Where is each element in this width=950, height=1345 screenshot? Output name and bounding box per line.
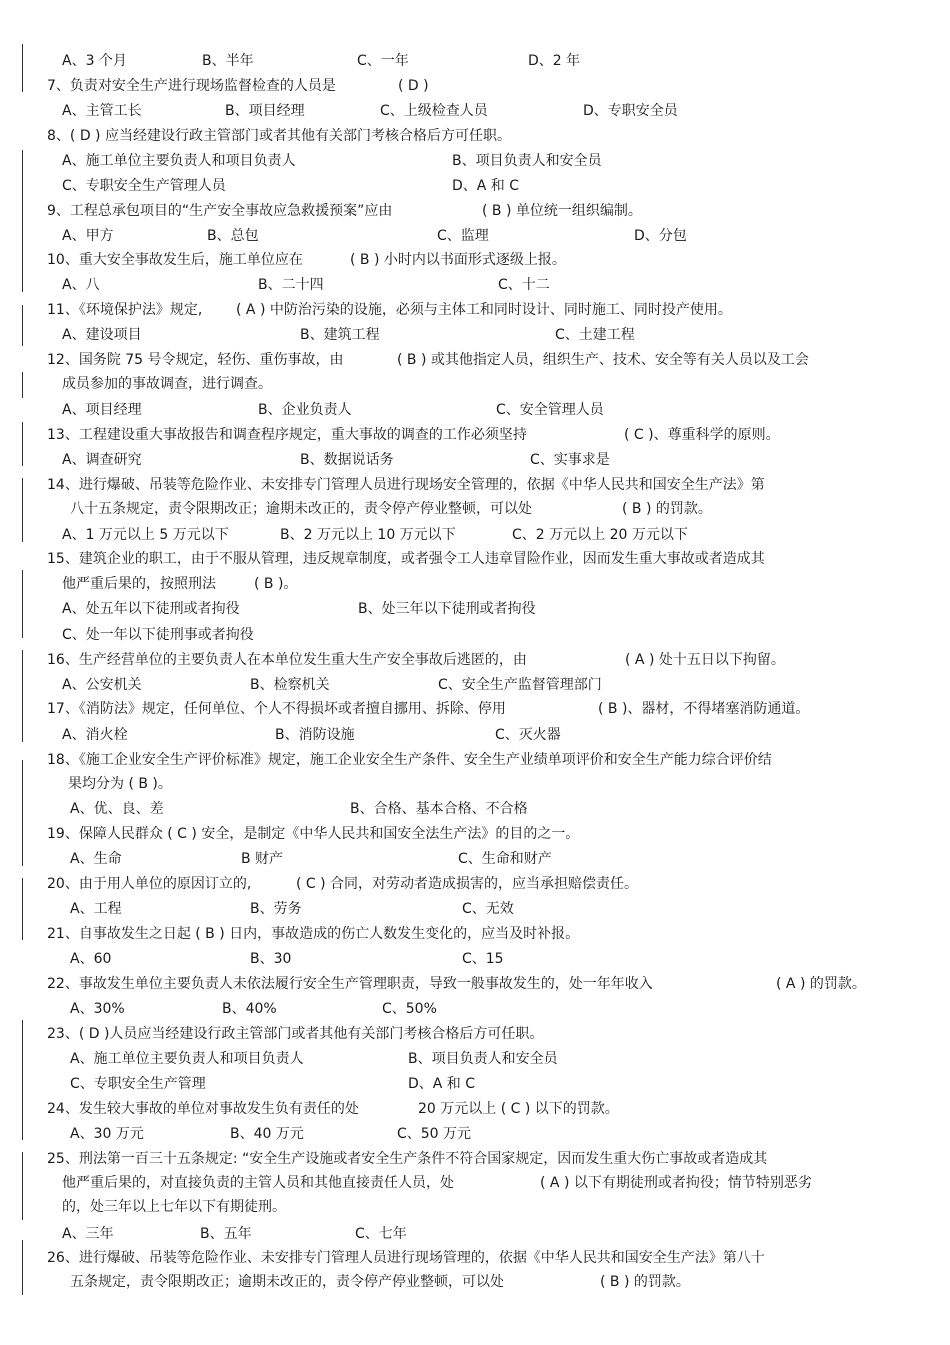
text-segment: B、处三年以下徒刑或者拘役 bbox=[358, 601, 536, 617]
margin-rule bbox=[22, 150, 23, 292]
text-segment: A、施工单位主要负责人和项目负责人 bbox=[70, 1051, 304, 1067]
margin-rule bbox=[22, 650, 23, 742]
text-segment: 他严重后果的，对直接负责的主管人员和其他直接责任人员，处 bbox=[62, 1175, 454, 1191]
text-segment: ( B ) 或其他指定人员，组织生产、技术、安全等有关人员以及工会 bbox=[397, 352, 809, 368]
text-segment: ( A ) 以下有期徒刑或者拘役；情节特别恶劣 bbox=[540, 1175, 812, 1191]
text-segment: C、监理 bbox=[437, 228, 489, 244]
text-segment: B、建筑工程 bbox=[300, 327, 380, 343]
text-segment: B、企业负责人 bbox=[258, 402, 352, 418]
text-segment: 18、《施工企业安全生产评价标准》规定，施工企业安全生产条件、安全生产业绩单项评价和安全生产能力综合评价结 bbox=[47, 752, 772, 768]
text-segment: 12、国务院 75 号令规定，轻伤、重伤事故，由 bbox=[47, 352, 344, 368]
margin-rule bbox=[22, 1020, 23, 1140]
text-segment: C、七年 bbox=[355, 1226, 407, 1242]
text-segment: 8、( D ) 应当经建设行政主管部门或者其他有关部门考核合格后方可任职。 bbox=[47, 128, 511, 144]
text-segment: C、15 bbox=[462, 951, 504, 967]
text-segment: 15、建筑企业的职工，由于不服从管理，违反规章制度，或者强令工人违章冒险作业，因而发生重大事故或者造成其 bbox=[47, 551, 765, 567]
text-segment: ( B ) 小时内以书面形式逐级上报。 bbox=[350, 252, 566, 268]
text-segment: ( A ) 处十五日以下拘留。 bbox=[625, 652, 785, 668]
text-segment: A、1 万元以上 5 万元以下 bbox=[62, 527, 229, 543]
text-segment: B、项目负责人和安全员 bbox=[452, 153, 602, 169]
text-segment: A、60 bbox=[70, 951, 112, 967]
text-segment: D、专职安全员 bbox=[583, 103, 678, 119]
text-segment: A、处五年以下徒刑或者拘役 bbox=[62, 601, 240, 617]
text-segment: A、项目经理 bbox=[62, 402, 142, 418]
text-segment: 八十五条规定，责令限期改正；逾期未改正的，责令停产停业整顿，可以处 bbox=[70, 501, 532, 517]
text-segment: 11、《环境保护法》规定, bbox=[47, 302, 203, 318]
text-segment: 7、负责对安全生产进行现场监督检查的人员是 bbox=[47, 78, 336, 94]
text-segment: ( A ) 的罚款。 bbox=[776, 976, 866, 992]
text-segment: C、2 万元以上 20 万元以下 bbox=[512, 527, 688, 543]
text-segment: C、安全生产监督管理部门 bbox=[438, 677, 602, 693]
text-segment: 五条规定，责令限期改正；逾期未改正的，责令停产停业整顿，可以处 bbox=[70, 1274, 504, 1290]
text-segment: A、八 bbox=[62, 277, 100, 293]
margin-rule bbox=[22, 478, 23, 542]
text-segment: 他严重后果的，按照刑法 bbox=[62, 576, 216, 592]
text-segment: A、生命 bbox=[70, 851, 122, 867]
text-segment: B、合格、基本合格、不合格 bbox=[350, 801, 528, 817]
text-segment: 14、进行爆破、吊装等危险作业、未安排专门管理人员进行现场安全管理的，依据《中华人民共和国安全生产法》第 bbox=[47, 477, 765, 493]
text-segment: 13、工程建设重大事故报告和调查程序规定，重大事故的调查的工作必须坚持 bbox=[47, 427, 527, 443]
text-segment: C、无效 bbox=[462, 901, 514, 917]
text-segment: 20 万元以上 ( C ) 以下的罚款。 bbox=[418, 1101, 619, 1117]
text-segment: 21、自事故发生之日起 ( B ) 日内，事故造成的伤亡人数发生变化的，应当及时补报。 bbox=[47, 926, 580, 942]
margin-rule bbox=[22, 878, 23, 940]
text-segment: C、50 万元 bbox=[397, 1126, 472, 1142]
text-segment: A、三年 bbox=[62, 1226, 114, 1242]
text-segment: C、土建工程 bbox=[555, 327, 635, 343]
text-segment: A、建设项目 bbox=[62, 327, 142, 343]
margin-rule bbox=[22, 570, 23, 638]
margin-rule bbox=[22, 422, 23, 466]
text-segment: B、消防设施 bbox=[275, 727, 355, 743]
text-segment: A、调查研究 bbox=[62, 452, 142, 468]
margin-rule bbox=[22, 372, 23, 398]
text-segment: A、3 个月 bbox=[62, 53, 127, 69]
text-segment: 26、进行爆破、吊装等危险作业、未安排专门管理人员进行现场管理的，依据《中华人民共和国安全生产法》第八十 bbox=[47, 1250, 765, 1266]
text-segment: ( B ) 单位统一组织编制。 bbox=[482, 203, 642, 219]
text-segment: C、50% bbox=[382, 1001, 437, 1017]
text-segment: C、实事求是 bbox=[530, 452, 610, 468]
text-segment: B、检察机关 bbox=[250, 677, 330, 693]
text-segment: D、A 和 C bbox=[452, 178, 520, 194]
text-segment: ( C )、尊重科学的原则。 bbox=[624, 427, 780, 443]
text-segment: ( B )。 bbox=[254, 576, 298, 592]
text-segment: B、劳务 bbox=[250, 901, 302, 917]
text-segment: 23、( D )人员应当经建设行政主管部门或者其他有关部门考核合格后方可任职。 bbox=[47, 1026, 544, 1042]
text-segment: C、专职安全生产管理 bbox=[70, 1076, 206, 1092]
text-segment: ( A ) 中防治污染的设施，必须与主体工和同时设计、同时施工、同时投产使用。 bbox=[236, 302, 732, 318]
text-segment: A、30% bbox=[70, 1001, 125, 1017]
text-segment: B、五年 bbox=[200, 1226, 252, 1242]
text-segment: 的，处三年以上七年以下有期徒刑。 bbox=[62, 1199, 286, 1215]
text-segment: C、一年 bbox=[357, 53, 409, 69]
text-segment: ( B ) 的罚款。 bbox=[600, 1274, 690, 1290]
text-segment: B、2 万元以上 10 万元以下 bbox=[280, 527, 456, 543]
text-segment: B、数据说话务 bbox=[300, 452, 394, 468]
text-segment: 24、发生较大事故的单位对事故发生负有责任的处 bbox=[47, 1101, 359, 1117]
text-segment: 17、《消防法》规定，任何单位、个人不得损坏或者擅自挪用、拆除、停用 bbox=[47, 701, 506, 717]
text-segment: A、主管工长 bbox=[62, 103, 142, 119]
text-segment: ( B ) 的罚款。 bbox=[622, 501, 712, 517]
text-segment: 19、保障人民群众 ( C ) 安全，是制定《中华人民共和国安全法生产法》的目的之一。 bbox=[47, 826, 580, 842]
text-segment: A、30 万元 bbox=[70, 1126, 144, 1142]
text-segment: C、生命和财产 bbox=[458, 851, 552, 867]
text-segment: C、灭火器 bbox=[495, 727, 561, 743]
text-segment: 16、生产经营单位的主要负责人在本单位发生重大生产安全事故后逃匿的，由 bbox=[47, 652, 527, 668]
text-segment: 25、刑法第一百三十五条规定: “安全生产设施或者安全生产条件不符合国家规定，因而发生重大伤亡事故或者造成其 bbox=[47, 1151, 768, 1167]
text-segment: B、项目负责人和安全员 bbox=[408, 1051, 558, 1067]
text-segment: 20、由于用人单位的原因订立的, bbox=[47, 876, 252, 892]
text-segment: D、A 和 C bbox=[408, 1076, 476, 1092]
text-segment: B、总包 bbox=[207, 228, 259, 244]
text-segment: B、30 bbox=[250, 951, 292, 967]
text-segment: D、分包 bbox=[634, 228, 687, 244]
text-segment: C、处一年以下徒刑事或者拘役 bbox=[62, 627, 254, 643]
text-segment: B、二十四 bbox=[258, 277, 324, 293]
text-segment: 10、重大安全事故发生后，施工单位应在 bbox=[47, 252, 303, 268]
text-segment: C、上级检查人员 bbox=[380, 103, 488, 119]
text-segment: 9、工程总承包项目的“生产安全事故应急救援预案”应由 bbox=[47, 203, 393, 219]
margin-rule bbox=[22, 760, 23, 866]
text-segment: 果均分为 ( B )。 bbox=[68, 776, 172, 792]
margin-rule bbox=[22, 305, 23, 346]
margin-rule bbox=[22, 1240, 23, 1295]
text-segment: C、十二 bbox=[498, 277, 550, 293]
text-segment: B 财产 bbox=[241, 851, 284, 867]
text-segment: A、甲方 bbox=[62, 228, 114, 244]
text-segment: A、优、良、差 bbox=[70, 801, 164, 817]
text-segment: A、工程 bbox=[70, 901, 122, 917]
text-segment: A、公安机关 bbox=[62, 677, 142, 693]
text-segment: 22、事故发生单位主要负责人未依法履行安全生产管理职责，导致一般事故发生的，处一年年收入 bbox=[47, 976, 653, 992]
text-segment: C、专职安全生产管理人员 bbox=[62, 178, 226, 194]
text-segment: B、半年 bbox=[202, 53, 254, 69]
text-segment: A、施工单位主要负责人和项目负责人 bbox=[62, 153, 296, 169]
text-segment: D、2 年 bbox=[528, 53, 581, 69]
text-segment: 成员参加的事故调查，进行调查。 bbox=[62, 376, 272, 392]
text-segment: ( D ) bbox=[398, 78, 429, 94]
text-segment: A、消火栓 bbox=[62, 727, 128, 743]
margin-rule bbox=[22, 1152, 23, 1220]
text-segment: ( C ) 合同，对劳动者造成损害的，应当承担赔偿责任。 bbox=[296, 876, 639, 892]
text-segment: B、40 万元 bbox=[230, 1126, 304, 1142]
text-segment: B、40% bbox=[222, 1001, 277, 1017]
text-segment: B、项目经理 bbox=[225, 103, 305, 119]
text-segment: C、安全管理人员 bbox=[496, 402, 604, 418]
text-segment: ( B )、器材，不得堵塞消防通道。 bbox=[598, 701, 810, 717]
margin-rule bbox=[22, 44, 23, 92]
